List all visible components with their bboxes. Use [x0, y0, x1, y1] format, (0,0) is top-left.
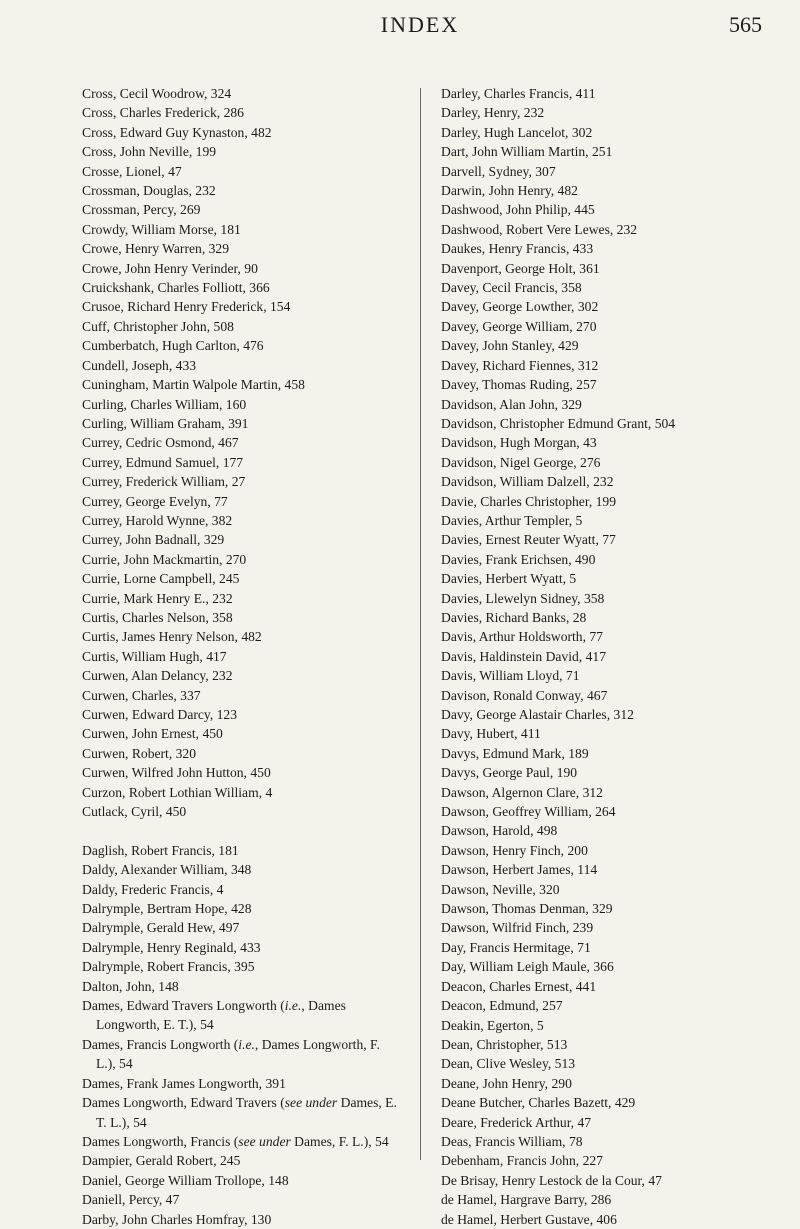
index-entry: Davies, Arthur Templer, 5	[441, 512, 583, 528]
index-entry: Cumberbatch, Hugh Carlton, 476	[82, 338, 264, 354]
index-entry: Dampier, Gerald Robert, 245	[82, 1153, 241, 1169]
index-entry: Currie, John Mackmartin, 270	[82, 551, 247, 567]
index-entry: Curwen, Robert, 320	[82, 745, 197, 761]
index-entry: Curwen, Edward Darcy, 123	[82, 707, 238, 722]
index-entry: Crowe, Henry Warren, 329	[82, 241, 230, 257]
index-entry: Currey, Harold Wynne, 382	[82, 512, 233, 528]
index-entry: Currey, Edmund Samuel, 177	[82, 454, 244, 470]
index-entry: Davy, Hubert, 411	[441, 726, 541, 742]
index-entry: Darley, Henry, 232	[441, 105, 545, 121]
index-group-cu	[82, 84, 402, 821]
index-entry: Davis, William Lloyd, 71	[441, 668, 580, 684]
index-entry: Currie, Lorne Campbell, 245	[82, 571, 240, 587]
index-entry: Darley, Charles Francis, 411	[441, 86, 596, 101]
index-column-left	[82, 84, 402, 1229]
index-entry: Dalrymple, Bertram Hope, 428	[82, 901, 252, 917]
index-entry: Davison, Ronald Conway, 467	[441, 687, 608, 703]
index-entry: Davie, Charles Christopher, 199	[441, 493, 617, 509]
index-entry: Cuff, Christopher John, 508	[82, 318, 234, 334]
index-entry: Cross, Edward Guy Kynaston, 482	[82, 124, 272, 140]
index-entry: Dawson, Herbert James, 114	[441, 862, 598, 878]
index-entry: Davey, Thomas Ruding, 257	[441, 377, 597, 393]
index-entry: Dawson, Henry Finch, 200	[441, 842, 588, 858]
index-entry: Currie, Mark Henry E., 232	[82, 590, 233, 606]
index-entry: Dean, Christopher, 513	[441, 1036, 568, 1052]
index-entry: Davies, Ernest Reuter Wyatt, 77	[441, 532, 616, 548]
index-entry: Deane, John Henry, 290	[441, 1075, 572, 1091]
index-entry: Davies, Llewelyn Sidney, 358	[441, 590, 605, 606]
page-number: 565	[729, 12, 762, 37]
index-entry: Crossman, Percy, 269	[82, 202, 201, 218]
index-entry: Davis, Arthur Holdsworth, 77	[441, 629, 603, 645]
index-entry: Crusoe, Richard Henry Frederick, 154	[82, 299, 291, 315]
index-entry: Deane Butcher, Charles Bazett, 429	[441, 1095, 636, 1111]
index-entry: Cross, Cecil Woodrow, 324	[82, 86, 232, 101]
index-entry: Cundell, Joseph, 433	[82, 357, 197, 373]
index-entry: Currey, George Evelyn, 77	[82, 493, 228, 509]
index-entry: de Hamel, Herbert Gustave, 406	[441, 1211, 617, 1227]
index-entry: Cross, Charles Frederick, 286	[82, 105, 244, 121]
index-entry: Davidson, William Dalzell, 232	[441, 474, 614, 490]
index-entry: Curwen, John Ernest, 450	[82, 726, 223, 742]
page-title: INDEX	[380, 12, 460, 37]
index-entry: Davey, Richard Fiennes, 312	[441, 357, 599, 373]
index-entry: De Brisay, Henry Lestock de la Cour, 47	[441, 1172, 662, 1188]
index-group-dar	[441, 84, 786, 414]
index-entry: Daldy, Alexander William, 348	[82, 862, 252, 878]
index-entry: Dames, Francis Longworth (i.e., Dames Longworth, F. L.), 54	[82, 1036, 380, 1072]
index-entry: Cross, John Neville, 199	[82, 144, 217, 160]
index-entry: Cutlack, Cyril, 450	[82, 804, 187, 820]
index-entry: Davys, Edmund Mark, 189	[441, 745, 589, 761]
index-entry: Dart, John William Martin, 251	[441, 144, 613, 160]
index-entry: Day, Francis Hermitage, 71	[441, 939, 591, 955]
index-entry: Davies, Frank Erichsen, 490	[441, 551, 596, 567]
index-entry: Dawson, Algernon Clare, 312	[441, 784, 603, 800]
index-entry: Deare, Frederick Arthur, 47	[441, 1114, 592, 1130]
column-divider	[420, 88, 421, 1160]
index-entry: Currey, John Badnall, 329	[82, 532, 225, 548]
index-entry: Currey, Frederick William, 27	[82, 474, 246, 490]
index-entry: Davidson, Alan John, 329	[441, 396, 582, 412]
index-entry: Davys, George Paul, 190	[441, 765, 578, 781]
index-entry: Dames, Edward Travers Longworth (i.e., Dames Longworth, E. T.), 54	[82, 998, 346, 1033]
index-group-da	[82, 841, 402, 996]
index-entry: Crosse, Lionel, 47	[82, 163, 182, 179]
index-group-da-cont	[82, 1151, 402, 1229]
index-entry: Crowdy, William Morse, 181	[82, 221, 241, 237]
index-entry: Crossman, Douglas, 232	[82, 183, 216, 199]
index-entry: Deas, Francis William, 78	[441, 1133, 583, 1149]
index-entry: Curling, Charles William, 160	[82, 396, 247, 412]
index-entry: Curtis, William Hugh, 417	[82, 648, 227, 664]
group-spacer	[82, 821, 402, 840]
index-entry: Davidson, Hugh Morgan, 43	[441, 435, 597, 451]
index-entry: Davenport, George Holt, 361	[441, 260, 600, 276]
index-entry: Daldy, Frederic Francis, 4	[82, 881, 224, 897]
index-entry: Deakin, Egerton, 5	[441, 1017, 544, 1033]
index-entry: Daniel, George William Trollope, 148	[82, 1172, 289, 1188]
index-entry: Currey, Cedric Osmond, 467	[82, 435, 239, 451]
index-entry: Davey, George William, 270	[441, 318, 597, 334]
index-entry: Debenham, Francis John, 227	[441, 1153, 603, 1169]
index-entry: Dean, Clive Wesley, 513	[441, 1056, 576, 1072]
index-entry: Dawson, Wilfrid Finch, 239	[441, 920, 594, 936]
index-entry: Dashwood, John Philip, 445	[441, 202, 595, 218]
index-entry: Dawson, Geoffrey William, 264	[441, 804, 616, 820]
index-entry: Curwen, Charles, 337	[82, 687, 201, 703]
index-entry: Deacon, Edmund, 257	[441, 998, 563, 1014]
index-entry: Dashwood, Robert Vere Lewes, 232	[441, 221, 638, 237]
index-entry: Darby, John Charles Homfray, 130	[82, 1211, 272, 1227]
index-entry: Davies, Herbert Wyatt, 5	[441, 571, 577, 587]
index-entry: Crowe, John Henry Verinder, 90	[82, 260, 258, 276]
index-entry: Davidson, Nigel George, 276	[441, 454, 601, 470]
index-entry: Daglish, Robert Francis, 181	[82, 842, 239, 858]
index-entry: Darvell, Sydney, 307	[441, 163, 556, 179]
index-entry: Davis, Haldinstein David, 417	[441, 648, 606, 664]
index-entry: Davey, John Stanley, 429	[441, 338, 579, 354]
index-entry: Dames Longworth, Edward Travers (see under Dames, E. T. L.), 54	[82, 1095, 397, 1130]
index-entry: Dames, Frank James Longworth, 391	[82, 1075, 286, 1091]
index-entry: Curtis, James Henry Nelson, 482	[82, 629, 262, 645]
index-entry: Davidson, Christopher Edmund Grant, 504	[441, 415, 676, 431]
index-entry: Daniell, Percy, 47	[82, 1192, 180, 1208]
index-entry: Cruickshank, Charles Folliott, 366	[82, 280, 270, 296]
index-entry: Dawson, Harold, 498	[441, 823, 558, 839]
index-entry: Dalrymple, Gerald Hew, 497	[82, 920, 240, 936]
index-entry: Darwin, John Henry, 482	[441, 183, 578, 199]
index-entry: Curwen, Wilfred John Hutton, 450	[82, 765, 271, 781]
index-entry: Dalrymple, Henry Reginald, 433	[82, 939, 261, 955]
index-entry: de Hamel, Hargrave Barry, 286	[441, 1192, 612, 1208]
index-entry: Curwen, Alan Delancy, 232	[82, 668, 233, 684]
index-entry: Darley, Hugh Lancelot, 302	[441, 124, 593, 140]
index-entry: Day, William Leigh Maule, 366	[441, 959, 614, 975]
index-entry: Davey, George Lowther, 302	[441, 299, 599, 315]
index-entry: Curtis, Charles Nelson, 358	[82, 609, 233, 625]
page-header	[70, 12, 770, 52]
index-entry: Dawson, Neville, 320	[441, 881, 560, 897]
index-entry: Curling, William Graham, 391	[82, 415, 249, 431]
index-entry: Cuningham, Martin Walpole Martin, 458	[82, 377, 305, 393]
index-column-right	[441, 84, 786, 1229]
index-entry: Dalrymple, Robert Francis, 395	[82, 959, 255, 975]
index-entry: Daukes, Henry Francis, 433	[441, 241, 594, 257]
index-entry: Dames Longworth, Francis (see under Dames, F. L.), 54	[82, 1133, 389, 1149]
index-entry: Davey, Cecil Francis, 358	[441, 280, 582, 296]
index-entry: Deacon, Charles Ernest, 441	[441, 978, 597, 994]
index-entry: Davy, George Alastair Charles, 312	[441, 707, 634, 722]
index-entry: Dalton, John, 148	[82, 978, 179, 994]
index-group-dav	[441, 433, 786, 1229]
index-entry: Dawson, Thomas Denman, 329	[441, 901, 613, 917]
index-entry: Davies, Richard Banks, 28	[441, 609, 587, 625]
index-entry: Curzon, Robert Lothian William, 4	[82, 784, 273, 800]
